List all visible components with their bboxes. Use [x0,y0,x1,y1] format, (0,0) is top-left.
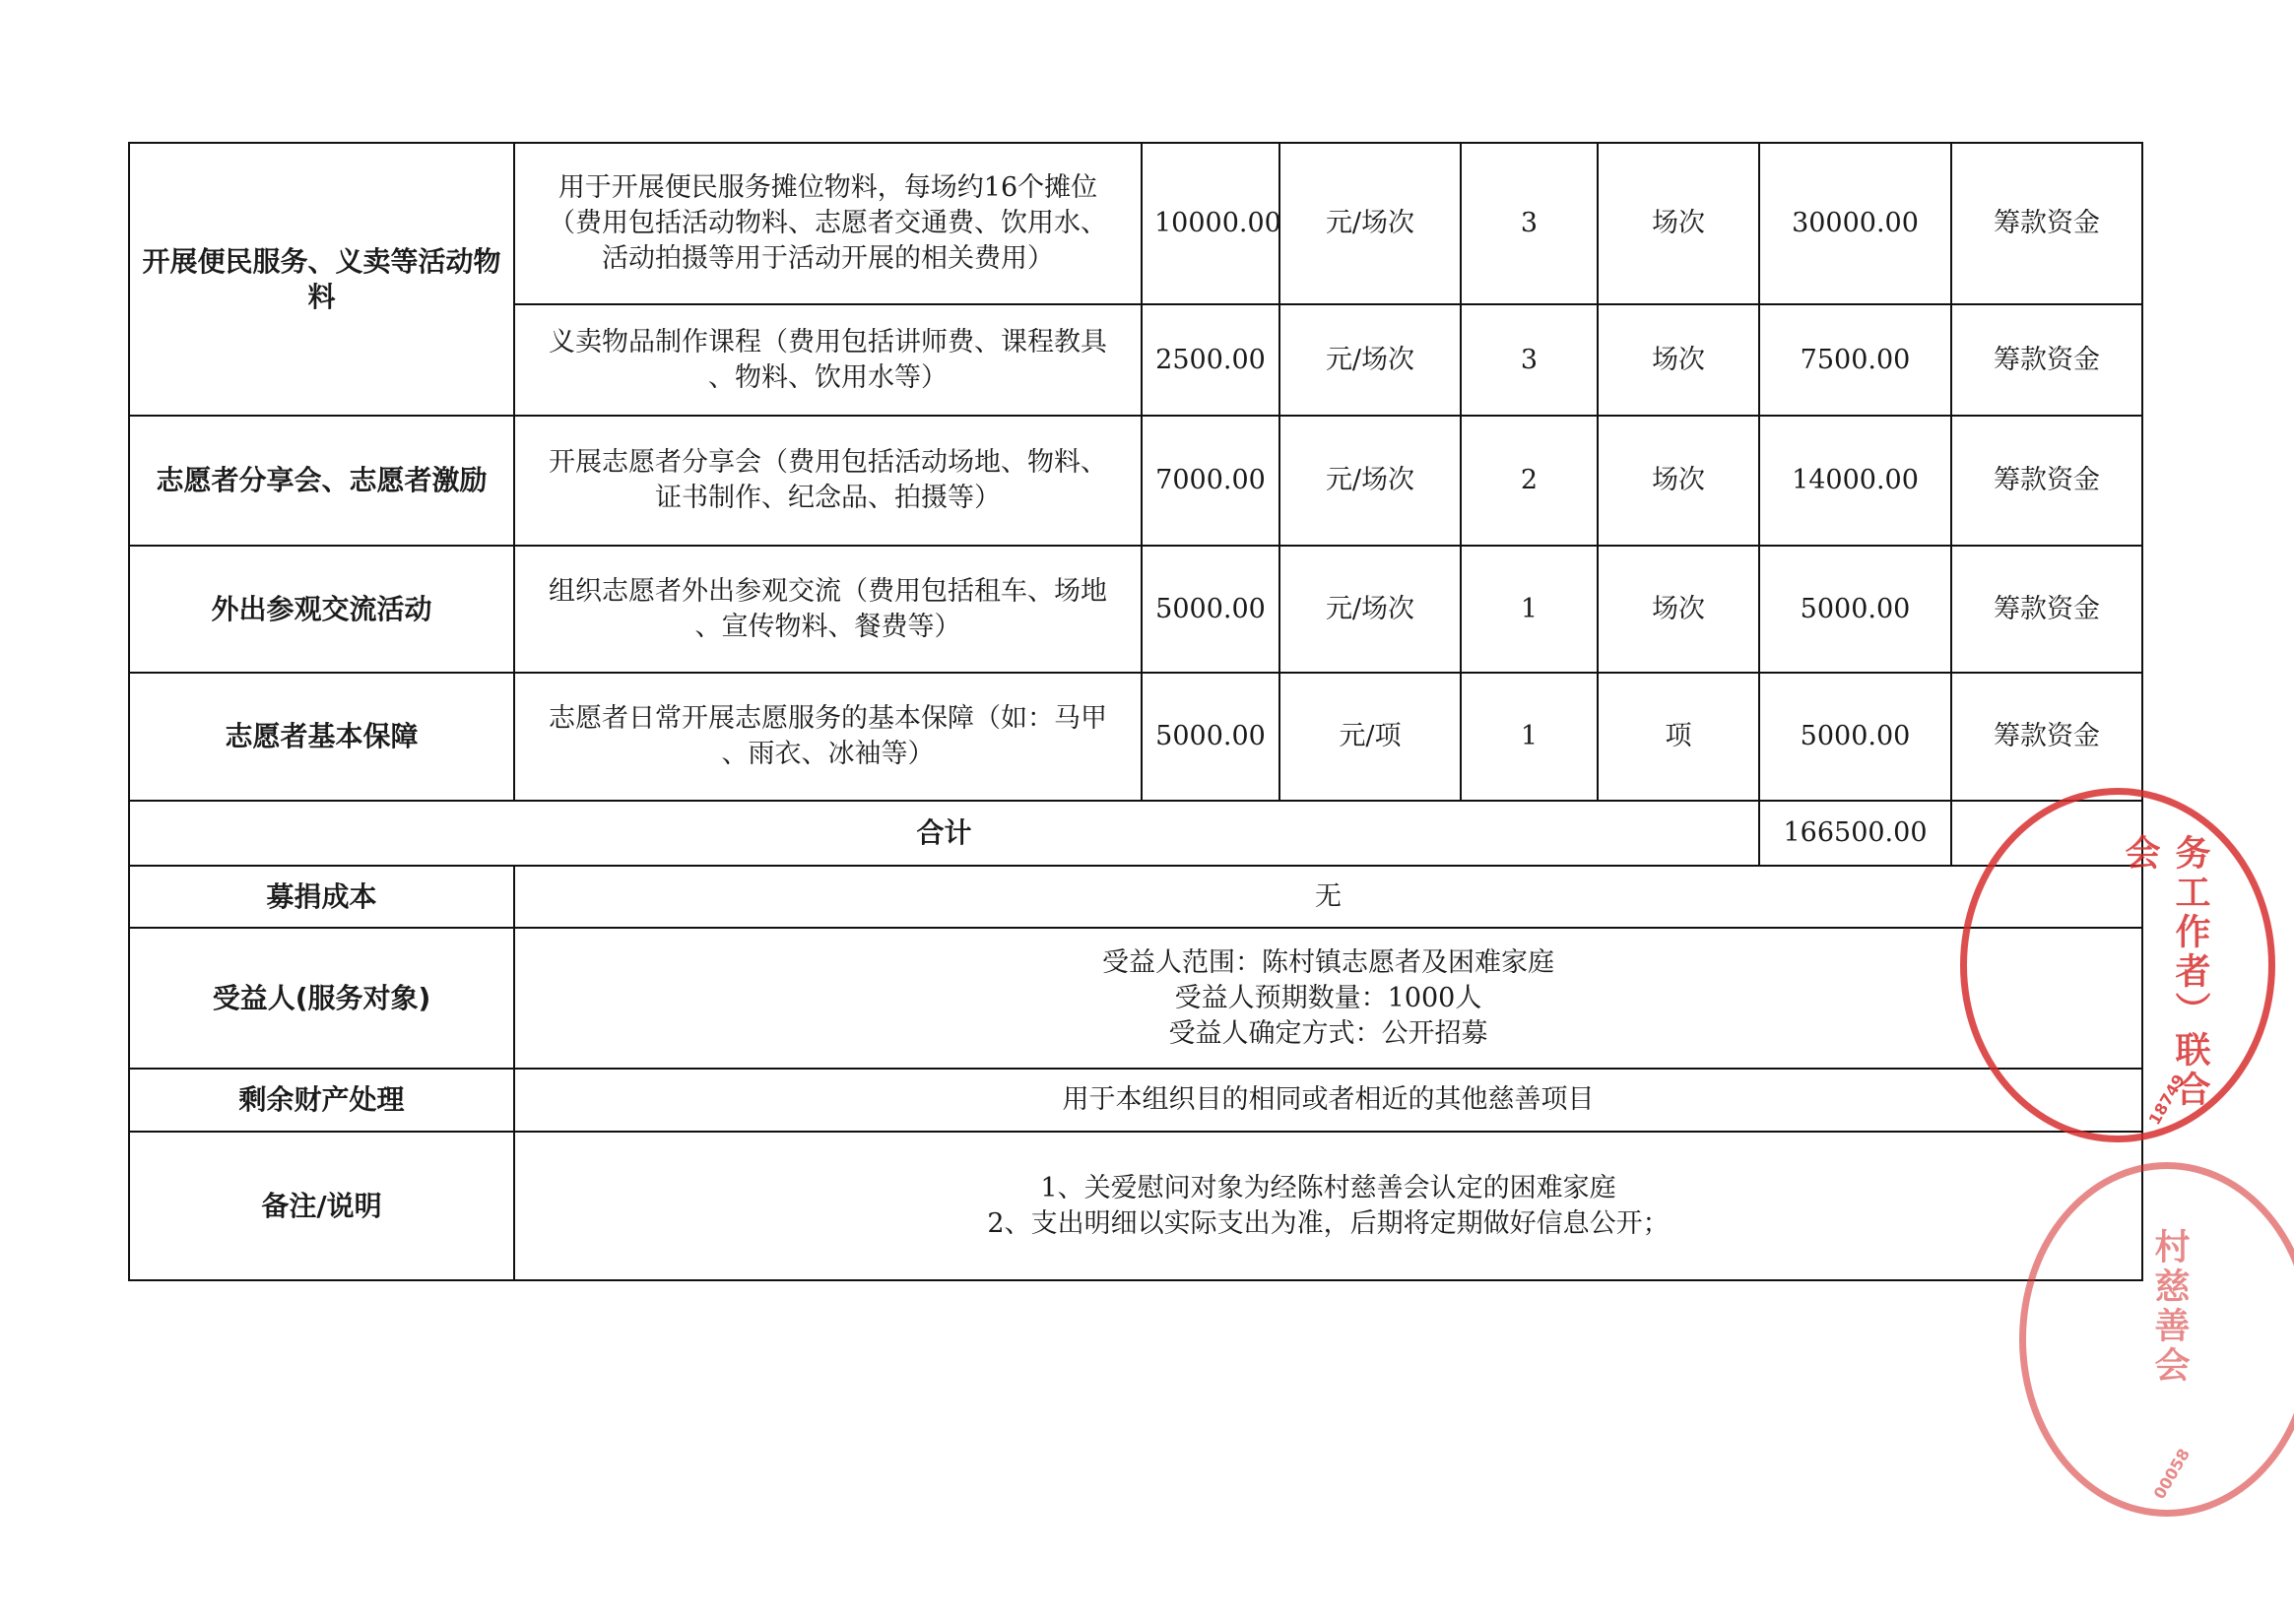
description-line: 开展志愿者分享会（费用包括活动场地、物料、 [549,447,1107,478]
red-seal-stamp [1960,788,2275,1142]
fund-source: 筹款资金 [1951,416,2142,546]
beneficiaries-value [514,928,2142,1069]
line-total: 7500.00 [1759,304,1951,416]
table-row [129,546,2142,673]
notes-label: 备注/说明 [129,1132,514,1280]
quantity-unit: 场次 [1598,416,1759,546]
beneficiary-line: 受益人范围：陈村镇志愿者及困难家庭 [1102,946,1554,978]
fundraising-cost-row [129,866,2142,928]
fund-source: 筹款资金 [1951,143,2142,304]
fund-source: 筹款资金 [1951,304,2142,416]
notes-row [129,1132,2142,1280]
fundraising-cost-label: 募捐成本 [129,866,514,928]
unit-price: 5000.00 [1142,546,1279,673]
price-unit: 元/场次 [1279,143,1461,304]
seal-text: 村慈善会 [2149,1228,2190,1386]
quantity: 1 [1461,546,1598,673]
item-description [514,546,1142,673]
total-row [129,801,2142,866]
description-line: 组织志愿者外出参观交流（费用包括租车、场地 [549,575,1107,607]
notes-value [514,1132,2142,1280]
beneficiary-line: 受益人确定方式：公开招募 [1168,1017,1488,1049]
surplus-label: 剩余财产处理 [129,1069,514,1132]
quantity: 1 [1461,673,1598,801]
quantity: 3 [1461,304,1598,416]
budget-table [128,142,2143,1281]
fund-source: 筹款资金 [1951,673,2142,801]
item-description [514,143,1142,304]
fund-source: 筹款资金 [1951,546,2142,673]
item-description [514,304,1142,416]
quantity-unit: 场次 [1598,546,1759,673]
surplus-value: 用于本组织目的相同或者相近的其他慈善项目 [514,1069,2142,1132]
description-line: 证书制作、纪念品、拍摄等） [655,483,1001,513]
line-total: 5000.00 [1759,673,1951,801]
quantity: 2 [1461,416,1598,546]
description-line: （费用包括活动物料、志愿者交通费、饮用水、 [549,208,1107,238]
quantity: 3 [1461,143,1598,304]
table-row [129,416,2142,546]
line-total: 30000.00 [1759,143,1951,304]
quantity-unit: 场次 [1598,304,1759,416]
beneficiaries-label: 受益人(服务对象) [129,928,514,1069]
fundraising-cost-value: 无 [514,866,2142,928]
price-unit: 元/场次 [1279,304,1461,416]
description-line: 义卖物品制作课程（费用包括讲师费、课程教具 [549,326,1107,357]
item-description [514,416,1142,546]
line-total: 5000.00 [1759,546,1951,673]
total-label: 合计 [129,801,1759,866]
unit-price: 5000.00 [1142,673,1279,801]
table-row [129,673,2142,801]
row-category: 志愿者基本保障 [129,673,514,801]
description-line: 、雨衣、冰袖等） [721,739,935,769]
seal-text: 务工作者）联合会 [2120,834,2210,1110]
description-line: 、宣传物料、餐费等） [694,611,961,642]
seal-code: 18749 [2144,1071,2189,1129]
unit-price: 2500.00 [1142,304,1279,416]
red-seal-stamp [2019,1162,2294,1517]
beneficiaries-row [129,928,2142,1069]
price-unit: 元/场次 [1279,546,1461,673]
surplus-row [129,1069,2142,1132]
unit-price: 7000.00 [1142,416,1279,546]
price-unit: 元/场次 [1279,416,1461,546]
quantity-unit: 项 [1598,673,1759,801]
table-row [129,143,2142,304]
grand-total: 166500.00 [1759,801,1951,866]
row-category: 开展便民服务、义卖等活动物料 [129,143,514,416]
note-line: 1、关爱慰问对象为经陈村慈善会认定的困难家庭 [1040,1172,1616,1203]
item-description [514,673,1142,801]
quantity-unit: 场次 [1598,143,1759,304]
price-unit: 元/项 [1279,673,1461,801]
description-line: 活动拍摄等用于活动开展的相关费用） [602,243,1054,274]
seal-code: 00058 [2149,1445,2194,1503]
description-line: 、物料、饮用水等） [708,361,948,393]
description-line: 用于开展便民服务摊位物料，每场约16个摊位 [557,172,1098,203]
line-total: 14000.00 [1759,416,1951,546]
beneficiary-line: 受益人预期数量：1000人 [1174,982,1482,1013]
row-category: 外出参观交流活动 [129,546,514,673]
row-category: 志愿者分享会、志愿者激励 [129,416,514,546]
unit-price: 10000.00 [1142,143,1279,304]
description-line: 志愿者日常开展志愿服务的基本保障（如：马甲 [549,703,1107,734]
note-line: 2、支出明细以实际支出为准，后期将定期做好信息公开； [987,1207,1670,1239]
